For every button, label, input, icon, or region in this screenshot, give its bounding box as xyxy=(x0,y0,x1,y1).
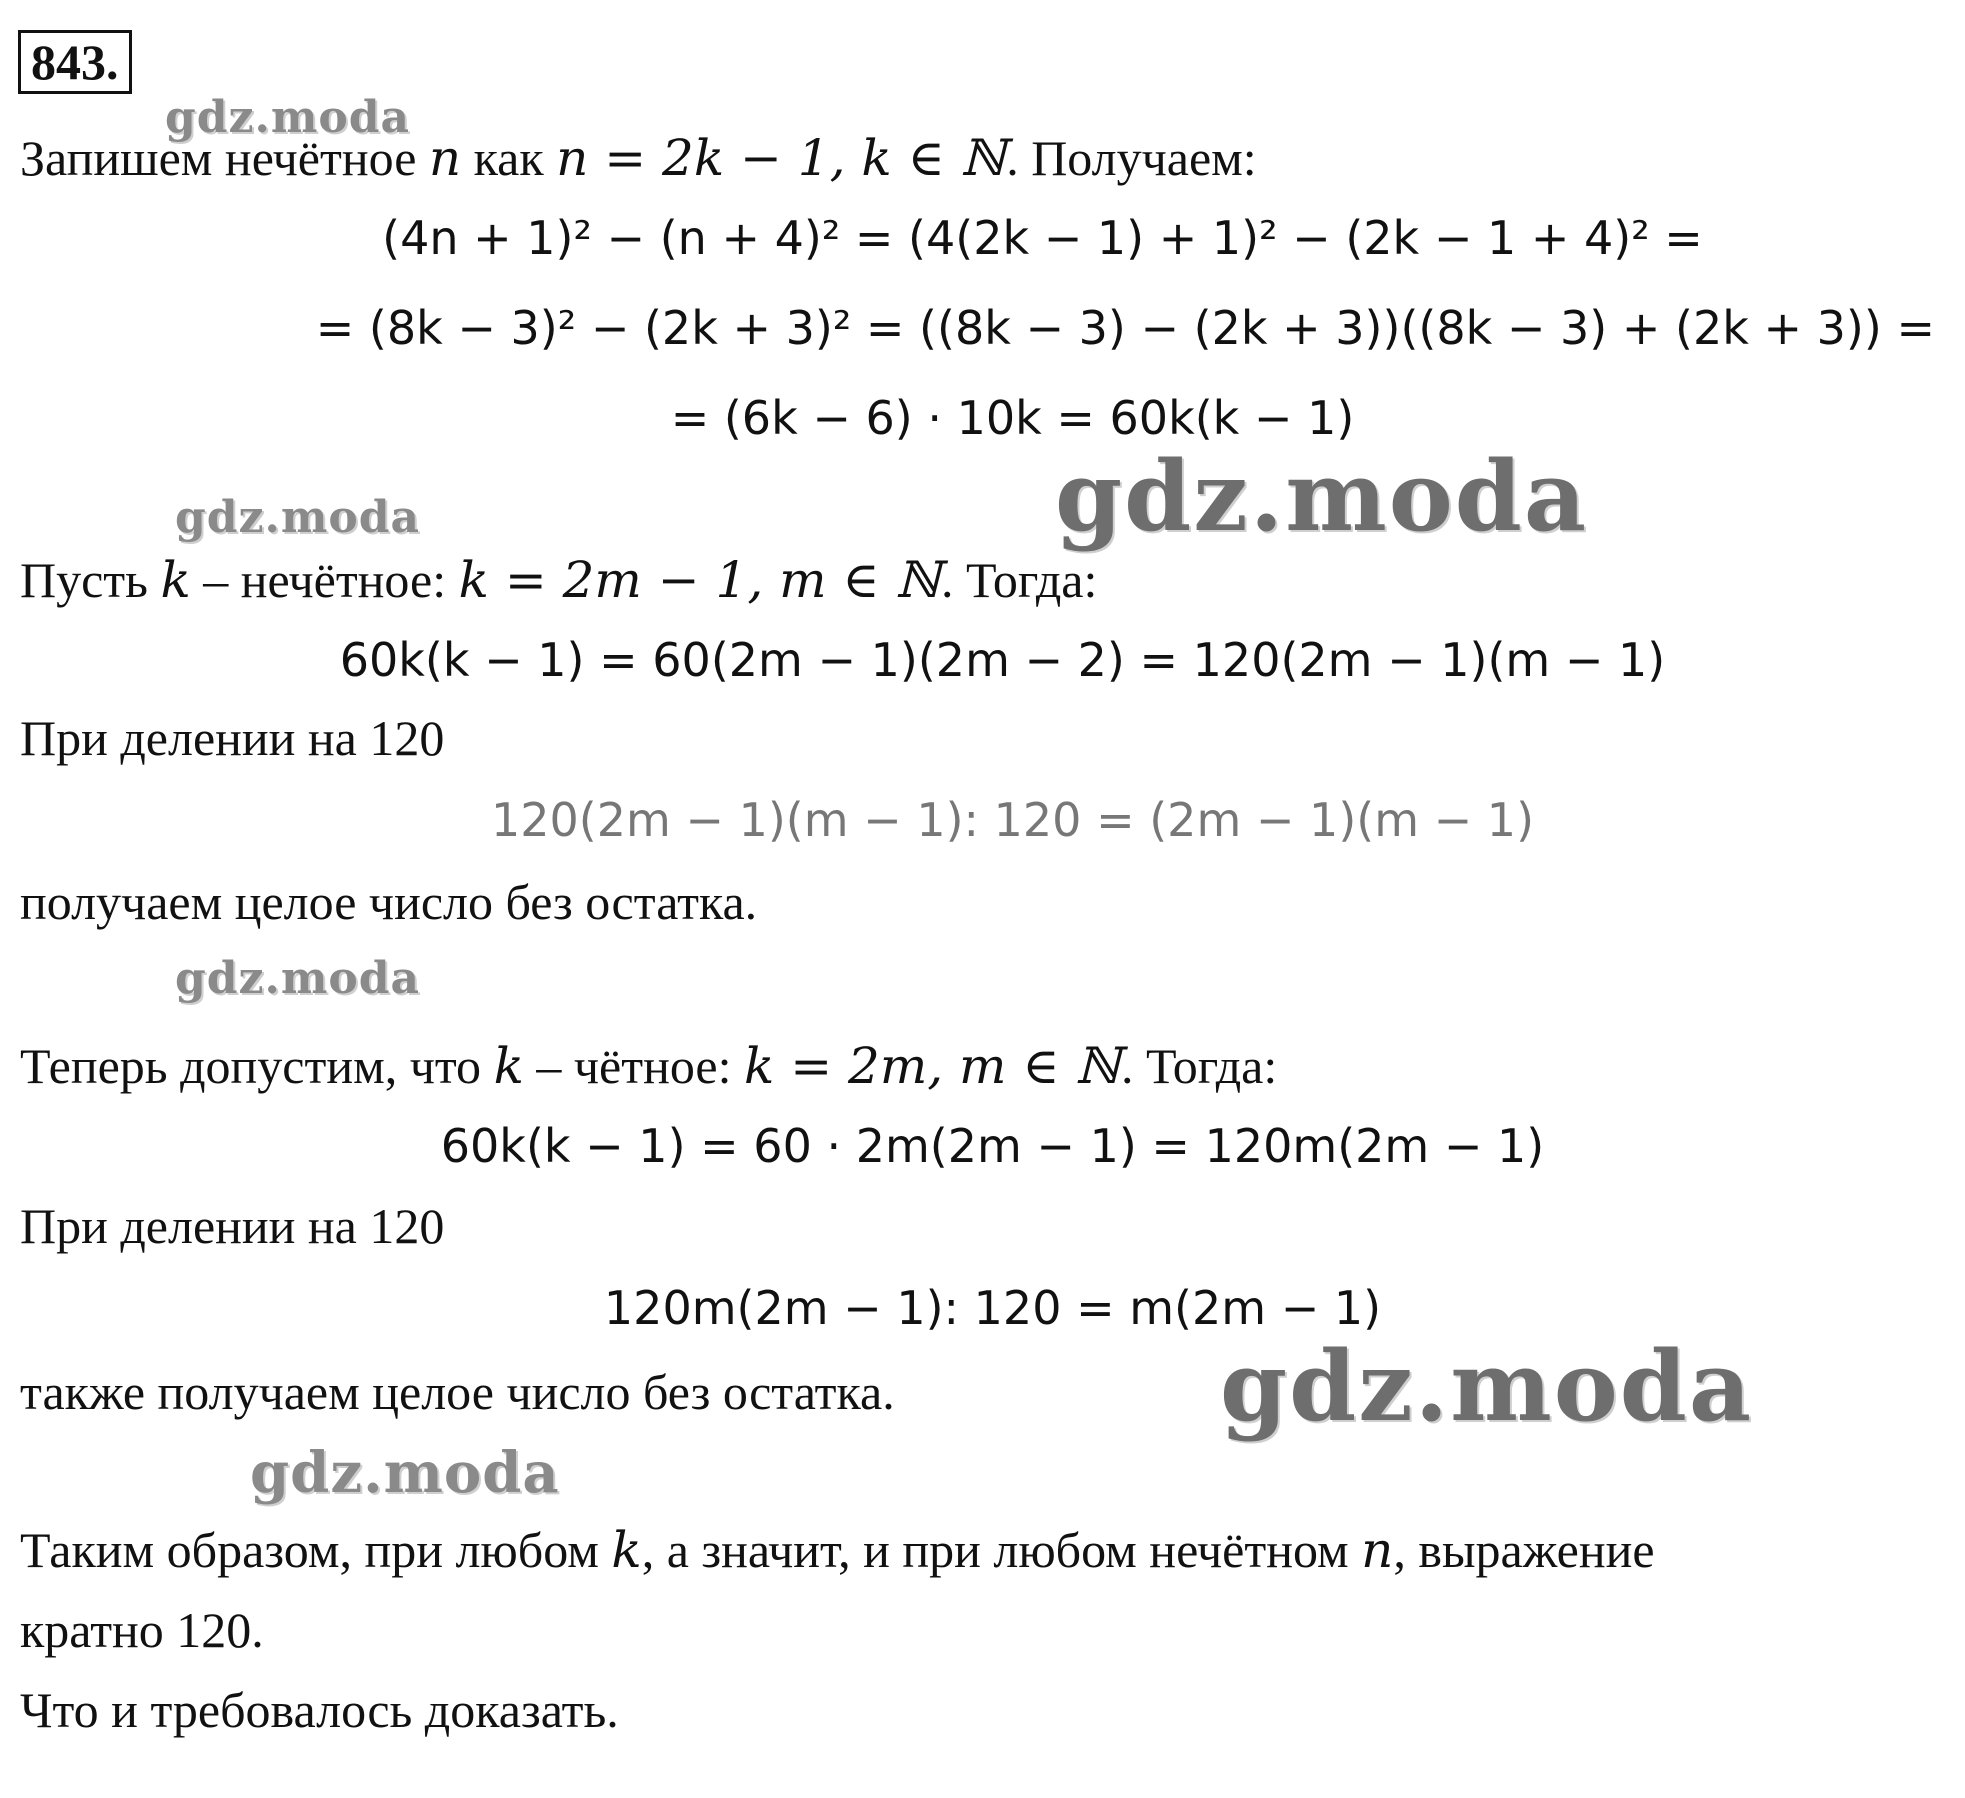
equation-4: 60k(k − 1) = 60(2m − 1)(2m − 2) = 120(2m − 1)(m − 1) xyxy=(339,633,1666,687)
watermark: gdz.moda xyxy=(165,92,411,143)
intro-line: Запишем нечётное n как n = 2k − 1, k ∈ ℕ. Получаем: xyxy=(20,129,1257,187)
qed-line: Что и требовалось доказать. xyxy=(20,1682,619,1738)
case-even-line: Теперь допустим, что k – чётное: k = 2m, m ∈ ℕ. Тогда: xyxy=(20,1037,1278,1095)
equation-7: 120m(2m − 1): 120 = m(2m − 1) xyxy=(603,1281,1382,1335)
watermark: gdz.moda xyxy=(175,953,421,1004)
conclusion-line-2: кратно 120. xyxy=(20,1602,264,1658)
equation-2: = (8k − 3)² − (2k + 3)² = ((8k − 3) − (2k + 3))((8k − 3) + (2k + 3)) = xyxy=(315,301,1935,355)
equation-6: 60k(k − 1) = 60 · 2m(2m − 1) = 120m(2m − 1) xyxy=(440,1119,1545,1173)
watermark: gdz.moda xyxy=(1220,1330,1754,1443)
equation-5: 120(2m − 1)(m − 1): 120 = (2m − 1)(m − 1) xyxy=(490,793,1535,847)
conclusion-line: Таким образом, при любом k, а значит, и при любом нечётном n, выражение xyxy=(20,1521,1655,1579)
division-line-1: При делении на 120 xyxy=(20,710,445,766)
case-odd-line: Пусть k – нечётное: k = 2m − 1, m ∈ ℕ. Тогда: xyxy=(20,551,1098,609)
watermark: gdz.moda xyxy=(1055,440,1589,553)
result-line-1: получаем целое число без остатка. xyxy=(20,874,758,930)
watermark: gdz.moda xyxy=(250,1440,560,1506)
watermark: gdz.moda xyxy=(175,492,421,543)
equation-3: = (6k − 6) · 10k = 60k(k − 1) xyxy=(670,391,1355,445)
result-line-2: также получаем целое число без остатка. xyxy=(20,1364,895,1420)
division-line-2: При делении на 120 xyxy=(20,1198,445,1254)
problem-number: 843. xyxy=(18,30,132,94)
equation-1: (4n + 1)² − (n + 4)² = (4(2k − 1) + 1)² − (2k − 1 + 4)² = xyxy=(382,211,1703,265)
